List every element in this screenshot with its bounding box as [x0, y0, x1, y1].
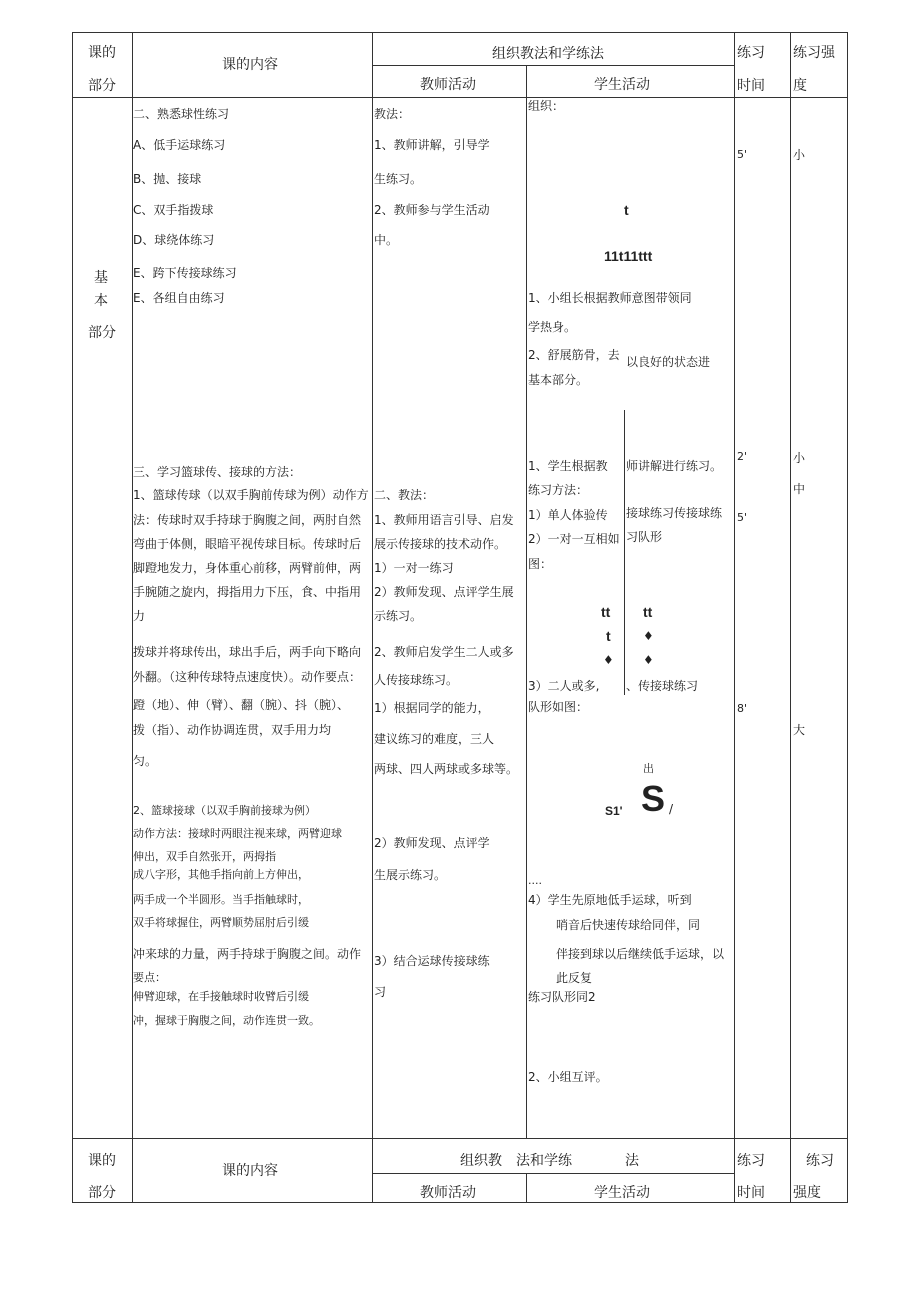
time-value: 5': [737, 511, 748, 524]
content-p3-line: 力: [133, 609, 146, 623]
content-p4-line: 两手成一个半圆形。当手指触球时，: [133, 893, 309, 906]
section-label-1: 基: [94, 270, 108, 286]
teacher-b-line: 3）结合运球传接球练: [374, 954, 490, 968]
student-fig2-mark: tt: [601, 604, 611, 620]
content-p4-line: 冲，握球于胸腹之间，动作连贯一致。: [133, 1014, 320, 1027]
student-fig2-mark: ♦: [643, 629, 654, 643]
student-dots: ....: [528, 874, 542, 887]
teacher-a-title: 教法：: [374, 107, 411, 121]
footer-teacher: 教师活动: [420, 1185, 476, 1201]
teacher-b-line: 2）教师发现、点评学: [374, 836, 490, 850]
student-b-line: 1）单人体验传: [528, 508, 608, 522]
content-p2-b: B、抛、接球: [133, 172, 202, 186]
student-b-line: 3）二人或多,: [528, 679, 600, 693]
student-c-line: 哨音后快速传球给同伴，同: [556, 918, 701, 932]
content-p2-c: C、双手指拨球: [133, 203, 214, 217]
student-b-line: 师讲解进行练习。: [626, 459, 723, 473]
student-a-line: 2、舒展筋骨，去: [528, 348, 620, 362]
teacher-b-line: 2）教师发现、点评学生展: [374, 585, 514, 599]
student-fig3-big: S: [641, 778, 666, 819]
teacher-b-line: 建议练习的难度，三人: [374, 732, 495, 746]
teacher-b-title: 二、教法：: [374, 488, 435, 502]
student-b-line: 1、学生根据教: [528, 459, 608, 473]
section-label-3: 部分: [88, 325, 116, 341]
student-b-line: 队形如图：: [528, 700, 589, 714]
header-intensity-2: 度: [793, 78, 807, 94]
time-value: 2': [737, 450, 748, 463]
content-p2-e1: E、跨下传接球练习: [133, 266, 237, 280]
org-footer-divider: [372, 1173, 734, 1174]
student-fig2-mark: ♦: [643, 653, 654, 667]
column-divider-time: [790, 32, 791, 1203]
student-b-line: 练习方法：: [528, 483, 589, 497]
column-divider-org: [734, 32, 735, 1203]
header-time-1: 练习: [737, 45, 765, 61]
content-p3-line: 外翻。（这种传球特点速度快）。动作要点：: [133, 670, 362, 684]
footer-content: 课的内容: [222, 1163, 278, 1179]
header-content: 课的内容: [222, 57, 278, 73]
header-org: 组织教法和学练法: [492, 46, 604, 62]
header-section-1: 课的: [88, 45, 116, 61]
content-p4-line: 冲来球的力量，两手持球于胸腹之间。动作: [133, 947, 362, 961]
teacher-b-line: 示练习。: [374, 609, 423, 623]
content-p4-line: 双手将球握住，两臂顺势屈肘后引缓: [133, 916, 309, 929]
content-p4-line: 成八字形，其他手指向前上方伸出，: [133, 868, 309, 881]
student-b-line: 、传接球练习: [626, 679, 699, 693]
student-inner-divider: [624, 410, 625, 695]
content-p4-line: 2、篮球接球（以双手胸前接球为例）: [133, 804, 316, 817]
intensity-value: 小: [793, 148, 806, 162]
intensity-value: 小: [793, 451, 806, 465]
content-p2-d: D、球绕体练习: [133, 233, 215, 247]
student-a-line: 基本部分。: [528, 373, 589, 387]
header-time-2: 时间: [737, 78, 765, 94]
footer-org-a: 组织教: [460, 1153, 502, 1169]
footer-org-b: 法和学练: [516, 1153, 572, 1169]
header-teacher: 教师活动: [420, 77, 476, 93]
student-fig3-slash: /: [669, 802, 674, 816]
footer-student: 学生活动: [594, 1185, 650, 1201]
content-p4-line: 动作方法：接球时两眼注视来球，两臂迎球: [133, 827, 342, 840]
teacher-b-line: 1、教师用语言引导、启发: [374, 513, 514, 527]
intensity-value: 大: [793, 723, 806, 737]
content-p4-line: 要点：: [133, 971, 166, 984]
teacher-b-line: 习: [374, 985, 387, 999]
footer-org-c: 法: [625, 1153, 639, 1169]
student-fig3-left: S1': [605, 804, 623, 818]
teacher-b-line: 展示传接球的技术动作。: [374, 537, 507, 551]
teacher-b-line: 1）一对一练习: [374, 561, 454, 575]
student-b-line: 2）一对一互相如: [528, 532, 620, 546]
header-student: 学生活动: [594, 77, 650, 93]
header-intensity-1: 练习强: [793, 45, 835, 61]
teacher-b-line: 两球、四人两球或多球等。: [374, 762, 519, 776]
table-border-body-bottom: [72, 1138, 848, 1139]
column-divider-content: [372, 32, 373, 1203]
table-border-header-bottom: [72, 97, 848, 98]
student-a-line: 1、小组长根据教师意图带领同: [528, 291, 692, 305]
student-b-line: 习队形: [626, 530, 663, 544]
footer-section-1: 课的: [88, 1153, 116, 1169]
content-p3-line: 法：传球时双手持球于胸腹之间，两肘自然: [133, 513, 362, 527]
teacher-a-line: 生练习。: [374, 172, 423, 186]
teacher-b-line: 1）根据同学的能力，: [374, 701, 490, 715]
student-b-line: 图：: [528, 557, 553, 571]
section-label-2: 本: [94, 293, 108, 309]
footer-section-2: 部分: [88, 1185, 116, 1201]
student-a-line: 学热身。: [528, 320, 577, 334]
time-value: 5': [737, 148, 748, 161]
column-divider-teacher-footer: [526, 1173, 527, 1203]
table-border-left: [72, 32, 73, 1203]
footer-time-1: 练习: [737, 1153, 765, 1169]
student-c-line: 伴接到球以后继续低手运球，以: [556, 947, 725, 961]
footer-intensity-1: 练习: [806, 1153, 834, 1169]
content-p3-line: 拨球并将球传出，球出手后，两手向下略向: [133, 645, 362, 659]
student-c-line: 此反复: [556, 971, 593, 985]
table-border-bottom: [72, 1202, 848, 1203]
org-header-divider: [372, 65, 734, 66]
student-fig2-mark: ♦: [603, 653, 614, 667]
content-p2-a: A、低手运球练习: [133, 138, 226, 152]
content-p4-line: 伸臂迎球，在手接触球时收臂后引缓: [133, 990, 309, 1003]
teacher-b-line: 生展示练习。: [374, 868, 447, 882]
teacher-a-line: 2、教师参与学生活动: [374, 203, 490, 217]
content-p3-line: 蹬（地）、伸（臂）、翻（腕）、抖（腕）、: [133, 698, 350, 712]
student-fig3-top: 出: [643, 762, 654, 775]
teacher-b-line: 2、教师启发学生二人或多: [374, 645, 514, 659]
footer-time-2: 时间: [737, 1185, 765, 1201]
content-p2-title: 二、熟悉球性练习: [133, 107, 230, 121]
time-value: 8': [737, 702, 748, 715]
student-fig2-mark: tt: [643, 604, 653, 620]
student-c-line: 练习队形同2: [528, 990, 596, 1004]
table-border-right: [847, 32, 848, 1203]
content-p3-line: 1、篮球传球（以双手胸前传球为例）动作方: [133, 488, 369, 502]
content-p3-line: 弯曲于体侧，眼暗平视传球目标。传球时后: [133, 537, 362, 551]
content-p3-line: 手腕随之旋内，拇指用力下压，食、中指用: [133, 585, 362, 599]
column-divider-teacher: [526, 65, 527, 1138]
student-a-line: 以良好的状态进: [626, 355, 711, 369]
content-p3-line: 脚蹬地发力，身体重心前移，两臂前伸，两: [133, 561, 362, 575]
footer-intensity-2: 强度: [793, 1185, 821, 1201]
content-p4-line: 伸出，双手自然张开，两拇指: [133, 850, 276, 863]
intensity-value: 中: [793, 482, 806, 496]
student-c-line: 4）学生先原地低手运球，听到: [528, 893, 692, 907]
teacher-b-line: 人传接球练习。: [374, 673, 459, 687]
content-p3-line: 拨（指）、动作协调连贯，双手用力均: [133, 723, 332, 737]
student-org: 组织：: [528, 99, 565, 113]
header-section-2: 部分: [88, 78, 116, 94]
teacher-a-line: 中。: [374, 233, 399, 247]
student-fig1-row: 11t11ttt: [604, 248, 653, 264]
content-p2-e2: E、各组自由练习: [133, 291, 225, 305]
content-p3-title: 三、学习篮球传、接球的方法：: [133, 465, 302, 479]
content-p3-line: 匀。: [133, 754, 158, 768]
table-border-top: [72, 32, 848, 33]
student-c-line: 2、小组互评。: [528, 1070, 608, 1084]
student-fig1-top: t: [624, 202, 629, 218]
student-fig2-mark: t: [606, 628, 611, 644]
teacher-a-line: 1、教师讲解，引导学: [374, 138, 490, 152]
student-b-line: 接球练习传接球练: [626, 506, 723, 520]
